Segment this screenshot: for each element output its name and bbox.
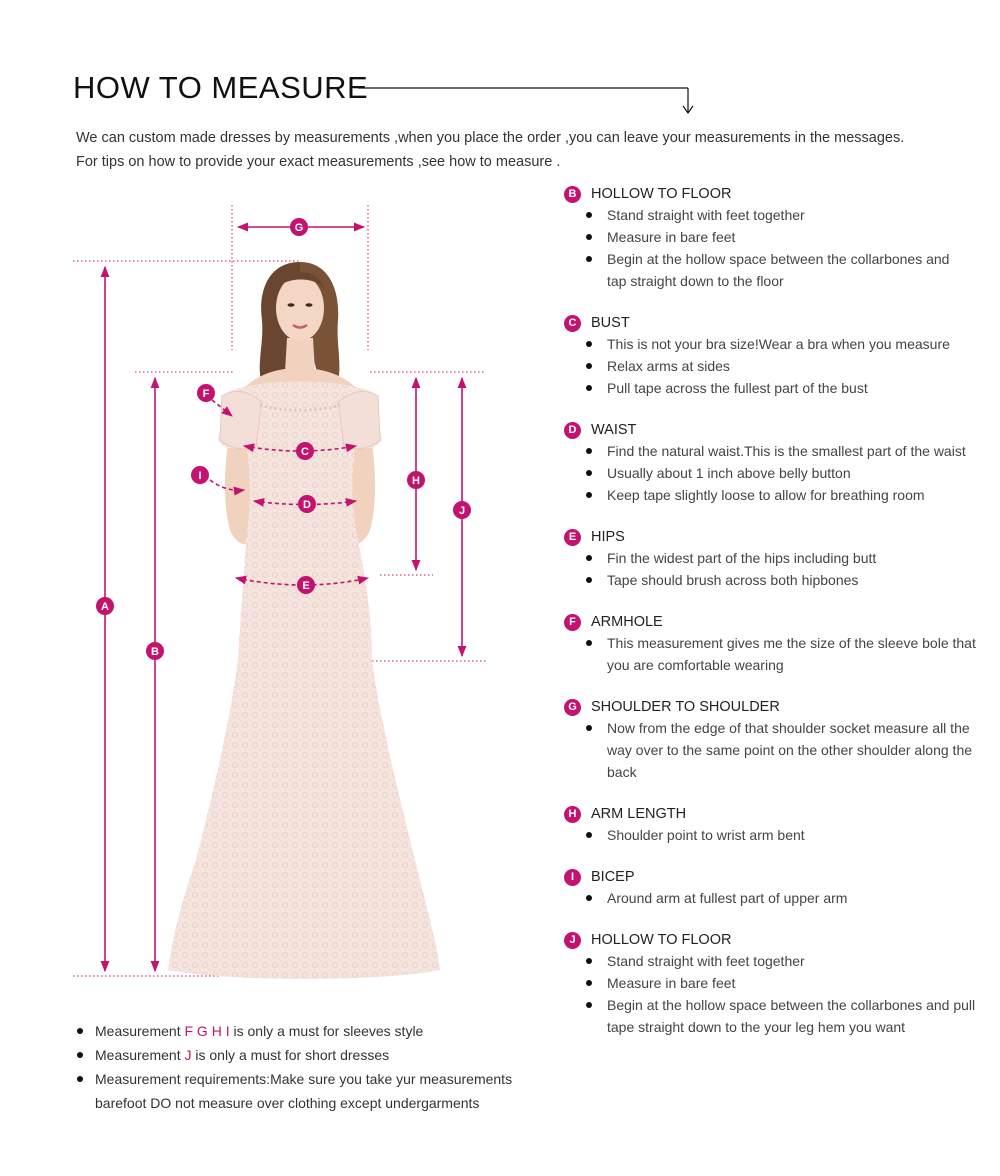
note-text: barefoot DO not measure over clothing except undergarments xyxy=(95,1095,480,1111)
list-item: Around arm at fullest part of upper arm xyxy=(564,887,984,909)
svg-text:A: A xyxy=(101,601,109,613)
section-hips xyxy=(564,527,984,591)
list-item: Measure in bare feet xyxy=(564,972,984,994)
section-title: ARMHOLE xyxy=(591,614,663,630)
section-arm-length xyxy=(564,804,984,846)
page-title: HOW TO MEASURE xyxy=(73,70,369,105)
measurement-notes xyxy=(77,1019,527,1115)
list-item: This is not your bra size!Wear a bra when you measure xyxy=(564,333,984,355)
note-text: Measurement requirements:Make sure you take yur measurements xyxy=(95,1071,513,1087)
list-item: Now from the edge of that shoulder socket measure all the xyxy=(564,717,984,739)
section-title: WAIST xyxy=(591,422,637,438)
section-badge: G xyxy=(564,699,581,716)
badge-d xyxy=(298,495,316,513)
measurement-sections xyxy=(564,184,984,1038)
note-text: is only a must for sleeves style xyxy=(229,1023,424,1039)
section-badge: B xyxy=(564,186,581,203)
section-badge: D xyxy=(564,422,581,439)
badge-a xyxy=(96,597,114,615)
list-item: Measure in bare feet xyxy=(564,226,984,248)
list-item: Tape should brush across both hipbones xyxy=(564,569,984,591)
section-armhole xyxy=(564,612,984,676)
section-title: BUST xyxy=(591,315,630,331)
section-title: BICEP xyxy=(591,869,635,885)
badge-f xyxy=(197,384,215,402)
section-title: ARM LENGTH xyxy=(591,806,687,822)
list-item: Find the natural waist.This is the smallest part of the waist xyxy=(564,440,984,462)
svg-text:I: I xyxy=(198,470,202,482)
list-item: Shoulder point to wrist arm bent xyxy=(564,824,984,846)
list-item: This measurement gives me the size of the sleeve bole that xyxy=(564,632,984,654)
list-item: Fin the widest part of the hips including butt xyxy=(564,547,984,569)
section-badge: I xyxy=(564,869,581,886)
section-waist xyxy=(564,420,984,506)
svg-text:C: C xyxy=(301,446,309,458)
badge-g xyxy=(290,218,308,236)
svg-text:E: E xyxy=(302,580,310,592)
list-item: Relax arms at sides xyxy=(564,355,984,377)
section-title: SHOULDER TO SHOULDER xyxy=(591,699,780,715)
section-badge: C xyxy=(564,315,581,332)
note-sleeves xyxy=(77,1019,527,1043)
note-letters: J xyxy=(184,1047,192,1063)
list-item-continuation: tap straight down to the floor xyxy=(607,273,784,289)
model-figure xyxy=(168,262,440,979)
section-badge: E xyxy=(564,529,581,546)
svg-text:J: J xyxy=(458,505,466,517)
list-item: Stand straight with feet together xyxy=(564,204,984,226)
list-item: Usually about 1 inch above belly button xyxy=(564,462,984,484)
section-bicep xyxy=(564,867,984,909)
section-bust xyxy=(564,313,984,399)
intro-line-2: For tips on how to provide your exact measurements ,see how to measure . xyxy=(76,154,561,170)
intro-line-1: We can custom made dresses by measurements ,when you place the order ,you can leave your measurements in the messages. xyxy=(76,130,905,146)
list-item-continuation: back xyxy=(607,764,637,780)
badge-e xyxy=(297,576,315,594)
note-letters: F G H I xyxy=(184,1023,230,1039)
note-requirements xyxy=(77,1067,527,1115)
note-short-dresses xyxy=(77,1043,527,1067)
badge-c xyxy=(296,442,314,460)
section-hollow-to-floor-j xyxy=(564,930,984,1038)
badge-j xyxy=(453,501,471,519)
badge-i xyxy=(191,466,209,484)
list-item: Pull tape across the fullest part of the bust xyxy=(564,377,984,399)
svg-text:F: F xyxy=(202,388,210,400)
badge-h xyxy=(407,471,425,489)
list-item: Stand straight with feet together xyxy=(564,950,984,972)
svg-text:D: D xyxy=(303,499,311,511)
section-title: HIPS xyxy=(591,529,625,545)
section-badge: H xyxy=(564,806,581,823)
svg-text:H: H xyxy=(412,475,420,487)
section-title: HOLLOW TO FLOOR xyxy=(591,932,732,948)
section-badge: J xyxy=(564,932,581,949)
list-item: Begin at the hollow space between the collarbones and xyxy=(564,248,984,270)
section-hollow-to-floor xyxy=(564,184,984,292)
badge-b xyxy=(146,642,164,660)
note-text: Measurement xyxy=(95,1023,185,1039)
note-text: Measurement xyxy=(95,1047,185,1063)
section-title: HOLLOW TO FLOOR xyxy=(591,186,732,202)
svg-text:G: G xyxy=(294,222,304,234)
list-item-continuation: you are comfortable wearing xyxy=(607,657,784,673)
list-item-continuation: tape straight down to the your leg hem you want xyxy=(607,1019,906,1035)
section-badge: F xyxy=(564,614,581,631)
section-shoulder-to-shoulder xyxy=(564,697,984,783)
svg-text:B: B xyxy=(151,646,159,658)
list-item-continuation: way over to the same point on the other shoulder along the xyxy=(607,742,973,758)
list-item: Begin at the hollow space between the collarbones and pull xyxy=(564,994,984,1016)
note-text: is only a must for short dresses xyxy=(191,1047,390,1063)
list-item: Keep tape slightly loose to allow for breathing room xyxy=(564,484,984,506)
